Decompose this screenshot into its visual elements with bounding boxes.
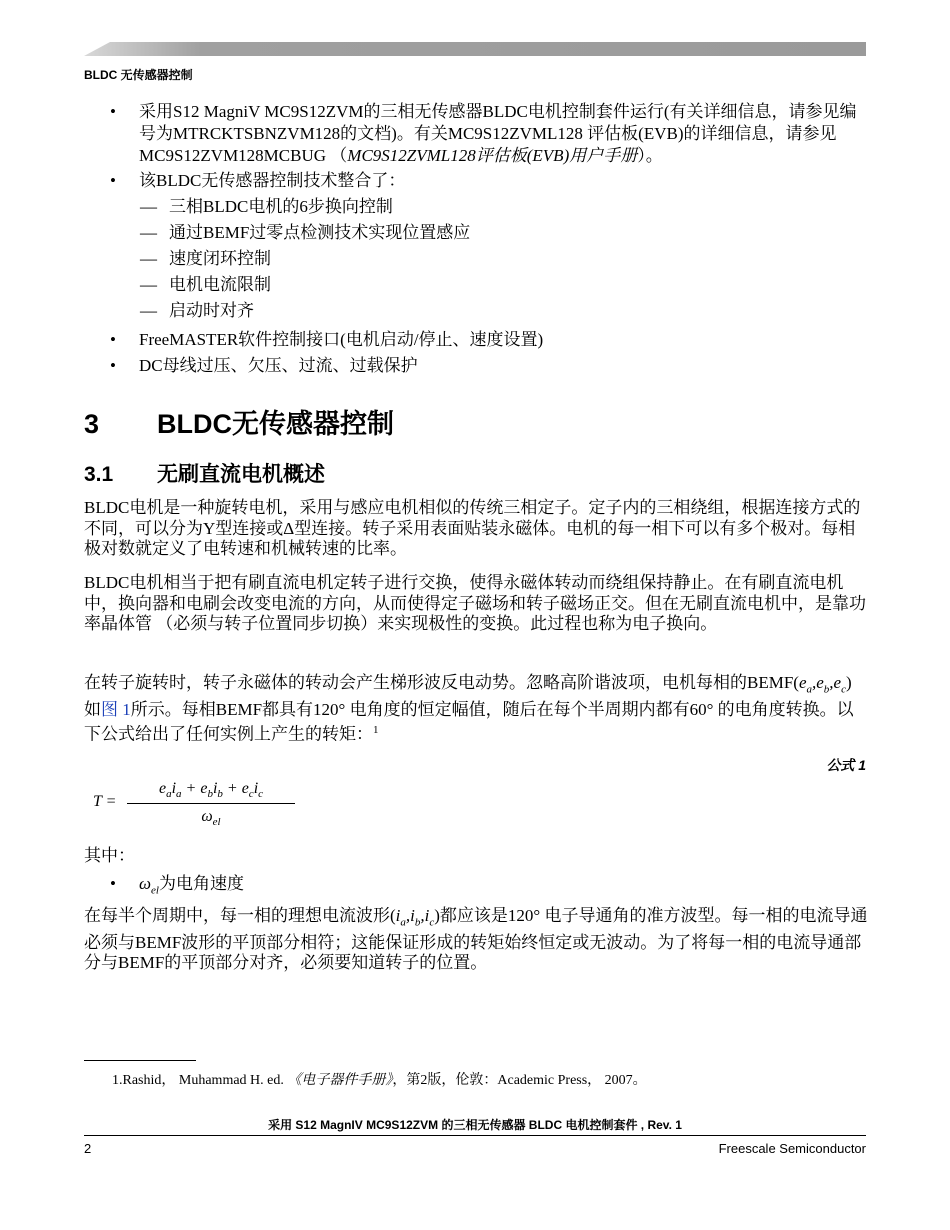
definition-list bbox=[110, 873, 870, 901]
footnote bbox=[112, 1069, 647, 1089]
list-item-text: 通过BEMF过零点检测技术实现位置感应 bbox=[169, 223, 471, 242]
equation-fraction bbox=[127, 780, 295, 828]
list-item bbox=[140, 196, 900, 218]
list-item-text: 三相BLDC电机的6步换向控制 bbox=[169, 197, 393, 216]
subsection-heading bbox=[84, 458, 325, 488]
bullet-icon: • bbox=[110, 330, 116, 349]
technique-list bbox=[140, 196, 900, 322]
list-item bbox=[110, 355, 870, 377]
bullet-icon: • bbox=[110, 874, 116, 893]
footnote-book-title: 《电子器件手册》 bbox=[287, 1073, 393, 1088]
equation-denominator: $\omega_{el}$ bbox=[201, 808, 221, 829]
footer-document-title: 采用 S12 MagnIV MC9S12ZVM 的三相无传感器 BLDC 电机控制套件 , Rev. 1 bbox=[268, 1118, 682, 1132]
section-title: BLDC无传感器控制 bbox=[157, 409, 394, 439]
running-head: BLDC 无传感器控制 bbox=[84, 68, 193, 82]
list-item bbox=[110, 873, 870, 901]
paragraph-text: 在每半个周期中，每一相的理想电流波形( bbox=[84, 906, 396, 925]
paragraph-text: )都应该是120° 电子导通角的准方波型。每一相的电流导通必须与BEMF波形的平顶部分相符；这能保证形成的转矩始终恒定或无波动。为了将每一相的电流导通部分与BEMF的平顶部分对齐，必须要知道转子的位置。 bbox=[84, 906, 868, 973]
footnote-divider bbox=[84, 1060, 196, 1061]
list-item-text: FreeMASTER软件控制接口(电机启动/停止、速度设置) bbox=[139, 330, 544, 349]
equation-numerator: $e_ai_a + e_bi_b + e_ci_c$ bbox=[158, 780, 264, 801]
dash-icon: — bbox=[140, 249, 157, 268]
paragraph: BLDC电机是一种旋转电机，采用与感应电机相似的传统三相定子。定子内的三相绕组，根据连接方式的不同，可以分为Y型连接或Δ型连接。转子采用表面贴装永磁体。电机的每一相下可以有多个极对。每相极对数就定义了电转速和机械转速的比率。 bbox=[84, 498, 861, 558]
list-item-text: 启动时对齐 bbox=[169, 301, 254, 320]
dash-icon: — bbox=[140, 223, 157, 242]
section-number: 3 bbox=[84, 409, 100, 439]
list-item-text: 该BLDC无传感器控制技术整合了： bbox=[139, 171, 406, 190]
list-item-suffix: ）。 bbox=[637, 146, 663, 165]
paragraph-text: 在转子旋转时，转子永磁体的转动会产生梯形波反电动势。忽略高阶谐波项，电机每相的BEMF( bbox=[84, 673, 799, 692]
figure-link[interactable]: 图 1 bbox=[101, 699, 131, 719]
paragraph bbox=[84, 906, 868, 974]
fraction-bar bbox=[127, 803, 295, 804]
omega-symbol: $\omega_{el}$ bbox=[139, 874, 159, 897]
page-number: 2 bbox=[84, 1141, 92, 1156]
footnote-text: 1.Rashid， Muhammad H. ed. bbox=[112, 1073, 288, 1088]
footnote-ref[interactable]: 1 bbox=[373, 724, 379, 737]
list-item-text: 电机电流限制 bbox=[169, 275, 271, 294]
footer-divider bbox=[84, 1135, 866, 1136]
section-heading bbox=[84, 402, 394, 441]
list-item bbox=[140, 274, 900, 296]
bemf-variables: $e_a,e_b,e_c$ bbox=[798, 673, 846, 696]
paragraph bbox=[84, 673, 868, 746]
dash-icon: — bbox=[140, 301, 157, 320]
where-label: 其中： bbox=[84, 846, 135, 865]
list-item bbox=[110, 329, 870, 351]
subsection-number: 3.1 bbox=[84, 463, 114, 486]
dash-icon: — bbox=[140, 275, 157, 294]
list-item bbox=[140, 248, 900, 270]
list-item-text: 采用S12 MagniV MC9S12ZVM的三相无传感器BLDC电机控制套件运行(有关详细信息，请参见编号为MTRCKTSBNZVM128的文档)。有关MC9S12ZVML128 评估板(EVB)的详细信息，请参见MC9S12ZVM128MCBUG （ bbox=[139, 102, 857, 165]
bullet-icon: • bbox=[110, 171, 116, 190]
feature-list bbox=[110, 101, 870, 192]
paragraph: BLDC电机相当于把有刷直流电机定转子进行交换，使得永磁体转动而绕组保持静止。在有刷直流电机中，换向器和电刷会改变电流的方向，从而使得定子磁场和转子磁场正交。但在无刷直流电机中，是靠功率晶体管 （必须与转子位置同步切换）来实现极性的变换。此过程也称为电子换向。 bbox=[84, 573, 866, 633]
list-item-text: DC母线过压、欠压、过流、过载保护 bbox=[139, 356, 418, 375]
bullet-icon: • bbox=[110, 356, 116, 375]
equation-label: 公式 1 bbox=[826, 757, 866, 773]
interface-list bbox=[110, 329, 870, 377]
subsection-title: 无刷直流电机概述 bbox=[157, 463, 325, 486]
dash-icon: — bbox=[140, 197, 157, 216]
paragraph-text: 所示。每相BEMF都具有120° 电角度的恒定幅值，随后在每个半周期内都有60° 的电角度转换。以下公式给出了任何实例上产生的转矩： bbox=[84, 699, 854, 745]
footnote-text: ，第2版，伦敦：Academic Press， 2007。 bbox=[392, 1073, 647, 1088]
list-item bbox=[110, 101, 870, 167]
bullet-icon: • bbox=[110, 102, 116, 121]
company-name: Freescale Semiconductor bbox=[718, 1141, 866, 1156]
paragraph-text: )如 bbox=[84, 673, 852, 719]
header-decorative-bar bbox=[84, 42, 866, 56]
equation-lhs: T = bbox=[93, 793, 117, 810]
current-variables: $i_a,i_b,i_c$ bbox=[395, 906, 435, 929]
list-item-text: 速度闭环控制 bbox=[169, 249, 271, 268]
list-item bbox=[140, 300, 900, 322]
list-item bbox=[140, 222, 900, 244]
list-item-text: 为电角速度 bbox=[158, 874, 244, 893]
list-item bbox=[110, 170, 870, 192]
list-item-italic: MC9S12ZVML128评估板(EVB)用户手册 bbox=[347, 146, 638, 165]
